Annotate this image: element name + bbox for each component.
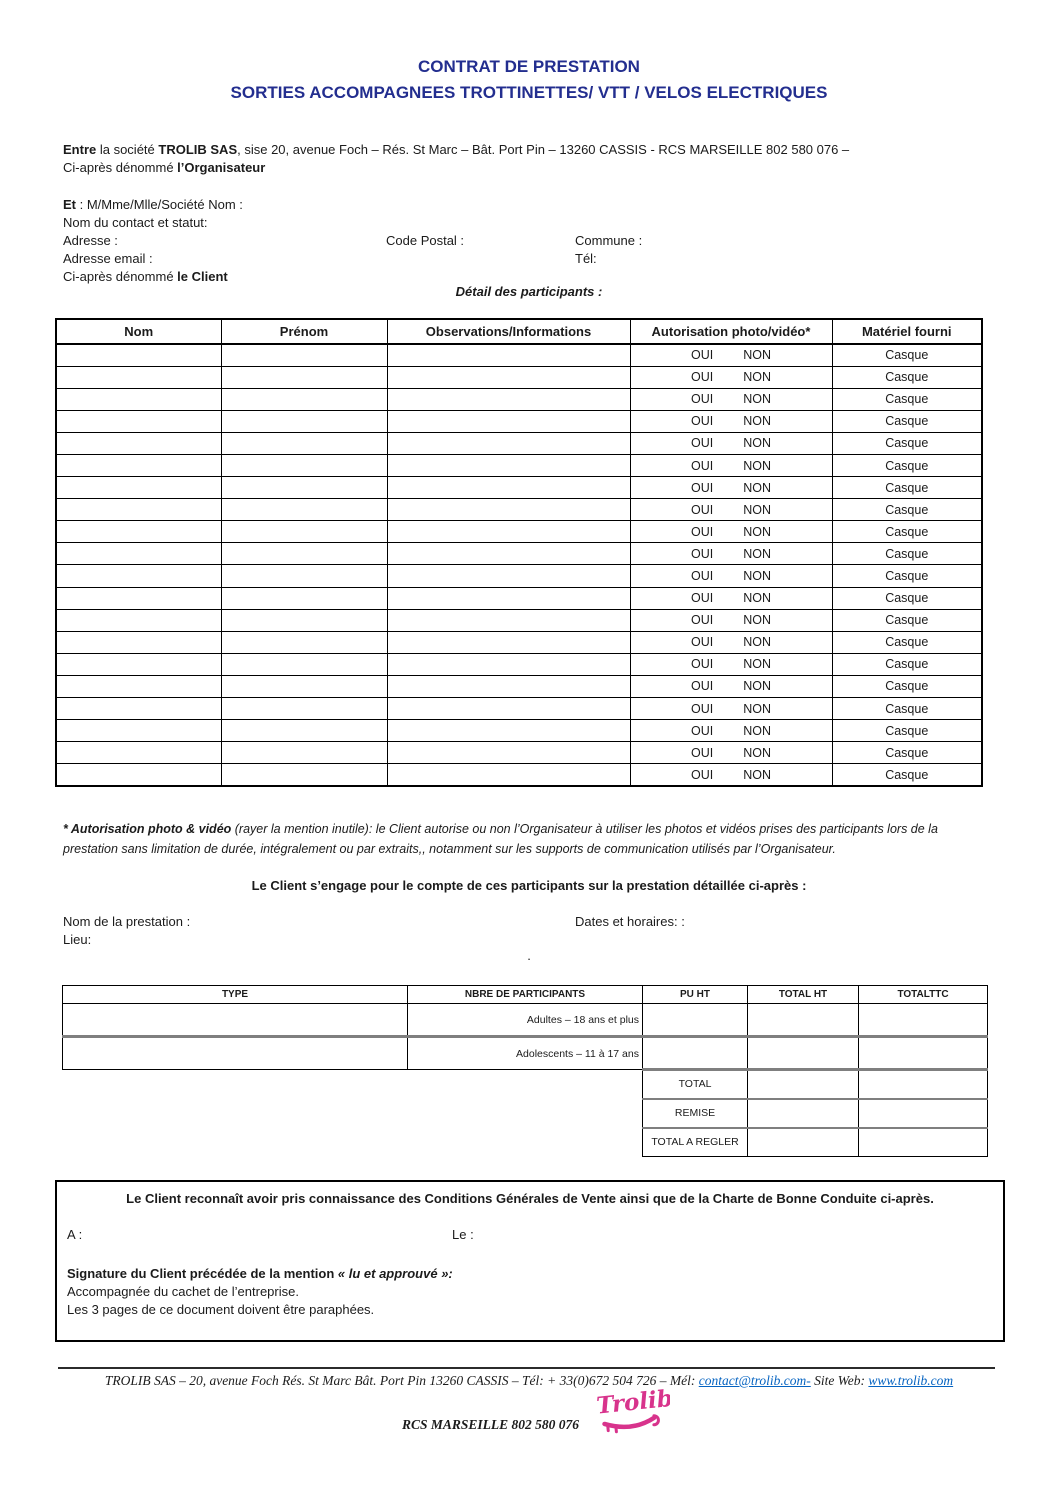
participant-nom-cell[interactable] xyxy=(56,653,221,675)
company-address: , sise 20, avenue Foch – Rés. St Marc – Bât. Port Pin – 13260 CASSIS - RCS MARSEILLE 802 580 076 – xyxy=(237,142,850,157)
email-link[interactable]: contact@trolib.com- xyxy=(698,1373,811,1388)
trolib-logo-graphic xyxy=(594,1382,670,1434)
autorisation-oui-option[interactable]: OUI xyxy=(690,613,714,628)
pricing-row-total-a-regler xyxy=(63,1128,988,1157)
website-link[interactable]: www.trolib.com xyxy=(868,1373,954,1388)
autorisation-oui-option[interactable]: OUI xyxy=(690,480,714,495)
denomination-text: Ci-après dénommé xyxy=(63,160,178,175)
participant-nom-cell[interactable] xyxy=(56,454,221,476)
remise-label: REMISE xyxy=(643,1099,748,1128)
field-row-societe xyxy=(63,196,995,214)
participant-materiel-cell xyxy=(832,477,982,499)
participant-autorisation-cell xyxy=(630,344,832,366)
participant-nom-cell[interactable] xyxy=(56,742,221,764)
participant-materiel-cell xyxy=(832,521,982,543)
participant-observations-cell[interactable] xyxy=(387,764,630,786)
participant-materiel-cell xyxy=(832,653,982,675)
intro-line-1 xyxy=(63,141,978,159)
autorisation-oui-option[interactable]: OUI xyxy=(690,745,714,760)
participant-observations-cell[interactable] xyxy=(387,720,630,742)
participant-prenom-cell[interactable] xyxy=(221,764,387,786)
field-row-contact xyxy=(63,214,995,232)
participant-prenom-cell[interactable] xyxy=(221,675,387,697)
participants-table xyxy=(55,318,983,787)
participant-nom-cell[interactable] xyxy=(56,543,221,565)
participant-materiel-cell xyxy=(832,432,982,454)
participant-nom-cell[interactable] xyxy=(56,587,221,609)
participant-autorisation-cell xyxy=(630,720,832,742)
participant-prenom-cell[interactable] xyxy=(221,742,387,764)
participant-materiel-cell xyxy=(832,366,982,388)
total-ttc-cell-adultes[interactable] xyxy=(859,1004,988,1037)
autorisation-oui-option[interactable]: OUI xyxy=(690,657,714,672)
autorisation-non-option[interactable]: NON xyxy=(743,348,771,363)
autorisation-non-option[interactable]: NON xyxy=(743,701,771,716)
autorisation-non-option[interactable]: NON xyxy=(743,458,771,473)
autorisation-non-option[interactable]: NON xyxy=(743,635,771,650)
materiel-value: Casque xyxy=(885,591,929,606)
participant-nom-cell[interactable] xyxy=(56,521,221,543)
trolib-logo xyxy=(594,1382,670,1434)
cachet-line: Accompagnée du cachet de l’entreprise. xyxy=(67,1284,299,1299)
participant-autorisation-cell xyxy=(630,587,832,609)
autorisation-non-option[interactable]: NON xyxy=(743,657,771,672)
participant-row xyxy=(56,653,982,675)
document-title xyxy=(0,54,1058,106)
commune-label: Commune : xyxy=(575,233,643,248)
participant-autorisation-cell xyxy=(630,675,832,697)
participant-row xyxy=(56,543,982,565)
participant-row xyxy=(56,410,982,432)
prestation-row-2 xyxy=(63,931,995,949)
participant-prenom-cell[interactable] xyxy=(221,720,387,742)
regler-ttc-value-cell[interactable] xyxy=(859,1128,988,1157)
rcs-registration-line: RCS MARSEILLE 802 580 076 xyxy=(402,1417,580,1432)
autorisation-non-option[interactable]: NON xyxy=(743,591,771,606)
autorisation-oui-option[interactable]: OUI xyxy=(690,370,714,385)
participant-autorisation-cell xyxy=(630,653,832,675)
participant-observations-cell[interactable] xyxy=(387,631,630,653)
signature-text: Signature du Client précédée de la mention xyxy=(67,1266,338,1281)
autorisation-non-option[interactable]: NON xyxy=(743,613,771,628)
trolib-logo-text: Trolib xyxy=(595,1384,670,1420)
photo-authorization-footnote xyxy=(63,820,978,859)
societe-text: la société xyxy=(96,142,159,157)
header-nom: Nom xyxy=(56,319,221,344)
participant-autorisation-cell xyxy=(630,543,832,565)
materiel-value: Casque xyxy=(885,723,929,738)
participant-nom-cell[interactable] xyxy=(56,344,221,366)
participant-prenom-cell[interactable] xyxy=(221,499,387,521)
participant-observations-cell[interactable] xyxy=(387,543,630,565)
materiel-value: Casque xyxy=(885,436,929,451)
field-row-email xyxy=(63,250,995,268)
participant-prenom-cell[interactable] xyxy=(221,344,387,366)
participant-materiel-cell xyxy=(832,454,982,476)
participant-prenom-cell[interactable] xyxy=(221,631,387,653)
autorisation-non-option[interactable]: NON xyxy=(743,436,771,451)
header-pu-ht: PU HT xyxy=(643,986,748,1004)
participant-materiel-cell xyxy=(832,499,982,521)
pricing-row-remise xyxy=(63,1099,988,1128)
participant-observations-cell[interactable] xyxy=(387,521,630,543)
autorisation-non-option[interactable]: NON xyxy=(743,502,771,517)
participant-autorisation-cell xyxy=(630,565,832,587)
materiel-value: Casque xyxy=(885,745,929,760)
contact-statut-label: Nom du contact et statut: xyxy=(63,215,208,230)
participant-row xyxy=(56,366,982,388)
header-autorisation: Autorisation photo/vidéo* xyxy=(630,319,832,344)
materiel-value: Casque xyxy=(885,370,929,385)
societe-nom-label: : M/Mme/Mlle/Société Nom : xyxy=(76,197,243,212)
autorisation-oui-option[interactable]: OUI xyxy=(690,546,714,561)
participant-observations-cell[interactable] xyxy=(387,454,630,476)
prestation-fields xyxy=(63,913,995,949)
header-observations: Observations/Informations xyxy=(387,319,630,344)
prestation-row-1 xyxy=(63,913,995,931)
participant-autorisation-cell xyxy=(630,410,832,432)
participant-prenom-cell[interactable] xyxy=(221,366,387,388)
footnote-body: (rayer la mention inutile): le Client autorise ou non l’Organisateur à utiliser les photos et vidéos prises des participants lors de la prestation sans limitation de durée, intégralement ou par extraits,, notamment sur les supports de communication utilisés par l’Organisateur. xyxy=(63,822,938,856)
materiel-value: Casque xyxy=(885,613,929,628)
autorisation-non-option[interactable]: NON xyxy=(743,524,771,539)
remise-ht-value-cell[interactable] xyxy=(748,1099,859,1128)
participant-nom-cell[interactable] xyxy=(56,720,221,742)
participant-row xyxy=(56,675,982,697)
participant-row xyxy=(56,477,982,499)
participant-row xyxy=(56,388,982,410)
adresse-label: Adresse : xyxy=(63,233,118,248)
total-label: TOTAL xyxy=(643,1070,748,1099)
materiel-value: Casque xyxy=(885,635,929,650)
tel-label: Tél: xyxy=(575,251,597,266)
participant-materiel-cell xyxy=(832,344,982,366)
header-prenom: Prénom xyxy=(221,319,387,344)
pages-line: Les 3 pages de ce document doivent être paraphées. xyxy=(67,1302,375,1317)
participant-prenom-cell[interactable] xyxy=(221,454,387,476)
participants-header-row xyxy=(56,319,982,344)
dates-horaires-label: Dates et horaires: : xyxy=(575,914,685,929)
total-ttc-value-cell[interactable] xyxy=(859,1070,988,1099)
participant-row xyxy=(56,454,982,476)
materiel-value: Casque xyxy=(885,546,929,561)
organisateur-label: l’Organisateur xyxy=(177,160,266,175)
participant-prenom-cell[interactable] xyxy=(221,565,387,587)
participant-observations-cell[interactable] xyxy=(387,477,630,499)
acknowledgement-box xyxy=(55,1180,1005,1342)
footer-address-text: TROLIB SAS – 20, avenue Foch Rés. St Marc Bât. Port Pin 13260 CASSIS – Tél: + 33(0)672 504 726 – Mél: xyxy=(104,1373,699,1388)
participant-row xyxy=(56,432,982,454)
field-row-adresse xyxy=(63,232,995,250)
lieu-label: Lieu: xyxy=(63,932,92,947)
materiel-value: Casque xyxy=(885,502,929,517)
participant-row xyxy=(56,344,982,366)
participant-observations-cell[interactable] xyxy=(387,410,630,432)
participant-materiel-cell xyxy=(832,742,982,764)
autorisation-non-option[interactable]: NON xyxy=(743,568,771,583)
materiel-value: Casque xyxy=(885,458,929,473)
materiel-value: Casque xyxy=(885,348,929,363)
pu-ht-cell-adultes[interactable] xyxy=(643,1004,748,1037)
participant-observations-cell[interactable] xyxy=(387,675,630,697)
participant-row xyxy=(56,565,982,587)
autorisation-non-option[interactable]: NON xyxy=(743,723,771,738)
autorisation-non-option[interactable]: NON xyxy=(743,745,771,760)
autorisation-oui-option[interactable]: OUI xyxy=(690,701,714,716)
participant-nom-cell[interactable] xyxy=(56,764,221,786)
participant-row xyxy=(56,720,982,742)
participant-autorisation-cell xyxy=(630,499,832,521)
participant-observations-cell[interactable] xyxy=(387,388,630,410)
participant-autorisation-cell xyxy=(630,454,832,476)
participant-materiel-cell xyxy=(832,698,982,720)
participant-row xyxy=(56,631,982,653)
participant-autorisation-cell xyxy=(630,631,832,653)
total-ht-cell-adolescents[interactable] xyxy=(748,1037,859,1070)
participant-materiel-cell xyxy=(832,631,982,653)
participant-observations-cell[interactable] xyxy=(387,653,630,675)
participant-observations-cell[interactable] xyxy=(387,565,630,587)
materiel-value: Casque xyxy=(885,414,929,429)
participant-row xyxy=(56,587,982,609)
autorisation-non-option[interactable]: NON xyxy=(743,767,771,782)
participant-row xyxy=(56,698,982,720)
autorisation-oui-option[interactable]: OUI xyxy=(690,568,714,583)
participant-prenom-cell[interactable] xyxy=(221,653,387,675)
participant-nom-cell[interactable] xyxy=(56,366,221,388)
autorisation-non-option[interactable]: NON xyxy=(743,392,771,407)
header-nbre-participants: NBRE DE PARTICIPANTS xyxy=(408,986,643,1004)
participant-observations-cell[interactable] xyxy=(387,698,630,720)
participant-prenom-cell[interactable] xyxy=(221,432,387,454)
autorisation-oui-option[interactable]: OUI xyxy=(690,458,714,473)
participant-nom-cell[interactable] xyxy=(56,609,221,631)
participant-nom-cell[interactable] xyxy=(56,565,221,587)
autorisation-oui-option[interactable]: OUI xyxy=(690,723,714,738)
autorisation-oui-option[interactable]: OUI xyxy=(690,591,714,606)
participant-nom-cell[interactable] xyxy=(56,631,221,653)
autorisation-non-option[interactable]: NON xyxy=(743,679,771,694)
autorisation-oui-option[interactable]: OUI xyxy=(690,436,714,451)
participant-observations-cell[interactable] xyxy=(387,499,630,521)
participant-materiel-cell xyxy=(832,565,982,587)
client-fields xyxy=(63,196,995,286)
total-ht-value-cell[interactable] xyxy=(748,1070,859,1099)
nbre-cell-adolescents[interactable]: Adolescents – 11 à 17 ans xyxy=(408,1037,643,1070)
pricing-row-adolescents xyxy=(63,1037,988,1070)
title-line-1: CONTRAT DE PRESTATION xyxy=(418,57,640,76)
footer-divider xyxy=(58,1367,995,1369)
participant-row xyxy=(56,521,982,543)
autorisation-oui-option[interactable]: OUI xyxy=(690,635,714,650)
participant-row xyxy=(56,499,982,521)
participant-autorisation-cell xyxy=(630,366,832,388)
pricing-row-total xyxy=(63,1070,988,1099)
materiel-value: Casque xyxy=(885,767,929,782)
participant-prenom-cell[interactable] xyxy=(221,388,387,410)
remise-ttc-value-cell[interactable] xyxy=(859,1099,988,1128)
autorisation-oui-option[interactable]: OUI xyxy=(690,414,714,429)
nbre-cell-adultes[interactable]: Adultes – 18 ans et plus xyxy=(408,1004,643,1037)
autorisation-non-option[interactable]: NON xyxy=(743,414,771,429)
total-ttc-cell-adolescents[interactable] xyxy=(859,1037,988,1070)
autorisation-non-option[interactable]: NON xyxy=(743,480,771,495)
type-cell-adolescents[interactable] xyxy=(63,1037,408,1070)
autorisation-oui-option[interactable]: OUI xyxy=(690,348,714,363)
participant-autorisation-cell xyxy=(630,521,832,543)
detail-participants-heading: Détail des participants : xyxy=(455,284,603,299)
header-materiel: Matériel fourni xyxy=(832,319,982,344)
separator-dot: . xyxy=(527,948,531,963)
participant-autorisation-cell xyxy=(630,742,832,764)
participant-prenom-cell[interactable] xyxy=(221,477,387,499)
signature-instructions xyxy=(67,1265,993,1319)
materiel-value: Casque xyxy=(885,701,929,716)
acknowledgement-title: Le Client reconnaît avoir pris connaissance des Conditions Générales de Vente ainsi que de la Charte de Bonne Conduite ci-après. xyxy=(126,1191,934,1206)
signature-mention: « lu et approuvé »: xyxy=(337,1266,453,1281)
participant-materiel-cell xyxy=(832,609,982,631)
engagement-statement: Le Client s’engage pour le compte de ces participants sur la prestation détaillée ci-après : xyxy=(251,878,807,893)
autorisation-oui-option[interactable]: OUI xyxy=(690,679,714,694)
intro-paragraph xyxy=(63,141,978,177)
participant-observations-cell[interactable] xyxy=(387,432,630,454)
company-name: TROLIB SAS xyxy=(158,142,238,157)
pricing-header-row xyxy=(63,986,988,1004)
pu-ht-cell-adolescents[interactable] xyxy=(643,1037,748,1070)
header-total-ht: TOTAL HT xyxy=(748,986,859,1004)
participant-observations-cell[interactable] xyxy=(387,742,630,764)
participant-observations-cell[interactable] xyxy=(387,587,630,609)
materiel-value: Casque xyxy=(885,524,929,539)
client-denomination-text: Ci-après dénommé xyxy=(63,269,178,284)
logo-underline-swoosh xyxy=(604,1418,654,1429)
autorisation-oui-option[interactable]: OUI xyxy=(690,767,714,782)
autorisation-oui-option[interactable]: OUI xyxy=(690,524,714,539)
header-total-ttc: TOTALTTC xyxy=(859,986,988,1004)
participant-materiel-cell xyxy=(832,764,982,786)
participant-observations-cell[interactable] xyxy=(387,344,630,366)
client-label: le Client xyxy=(177,269,228,284)
participant-prenom-cell[interactable] xyxy=(221,543,387,565)
participant-nom-cell[interactable] xyxy=(56,675,221,697)
participant-materiel-cell xyxy=(832,675,982,697)
regler-ht-value-cell[interactable] xyxy=(748,1128,859,1157)
participant-autorisation-cell xyxy=(630,764,832,786)
title-line-2: SORTIES ACCOMPAGNEES TROTTINETTES/ VTT / VELOS ELECTRIQUES xyxy=(230,83,828,102)
participant-autorisation-cell xyxy=(630,609,832,631)
et-label: Et xyxy=(63,197,76,212)
materiel-value: Casque xyxy=(885,480,929,495)
place-label: A : xyxy=(67,1227,83,1242)
participant-prenom-cell[interactable] xyxy=(221,609,387,631)
participant-materiel-cell xyxy=(832,720,982,742)
autorisation-oui-option[interactable]: OUI xyxy=(690,502,714,517)
total-ht-cell-adultes[interactable] xyxy=(748,1004,859,1037)
place-date-row xyxy=(67,1227,993,1245)
footnote-lead: * Autorisation photo & vidéo xyxy=(63,822,235,836)
participants-table-body xyxy=(56,344,982,786)
participant-materiel-cell xyxy=(832,543,982,565)
participant-prenom-cell[interactable] xyxy=(221,410,387,432)
materiel-value: Casque xyxy=(885,568,929,583)
intro-line-2 xyxy=(63,159,978,177)
participant-materiel-cell xyxy=(832,388,982,410)
participant-materiel-cell xyxy=(832,410,982,432)
signature-line xyxy=(67,1265,993,1283)
email-label: Adresse email : xyxy=(63,251,153,266)
participant-autorisation-cell xyxy=(630,432,832,454)
participant-observations-cell[interactable] xyxy=(387,609,630,631)
materiel-value: Casque xyxy=(885,392,929,407)
autorisation-non-option[interactable]: NON xyxy=(743,370,771,385)
participant-prenom-cell[interactable] xyxy=(221,587,387,609)
participant-nom-cell[interactable] xyxy=(56,499,221,521)
empty-cell xyxy=(63,1128,643,1157)
participant-observations-cell[interactable] xyxy=(387,366,630,388)
participant-nom-cell[interactable] xyxy=(56,432,221,454)
entre-label: Entre xyxy=(63,142,97,157)
materiel-value: Casque xyxy=(885,679,929,694)
autorisation-oui-option[interactable]: OUI xyxy=(690,392,714,407)
participant-prenom-cell[interactable] xyxy=(221,698,387,720)
participant-autorisation-cell xyxy=(630,698,832,720)
participant-nom-cell[interactable] xyxy=(56,477,221,499)
footer-site-web-text: Site Web: xyxy=(810,1373,869,1388)
autorisation-non-option[interactable]: NON xyxy=(743,546,771,561)
type-cell-adultes[interactable] xyxy=(63,1004,408,1037)
prestation-nom-label: Nom de la prestation : xyxy=(63,914,191,929)
pricing-table xyxy=(62,985,988,1157)
participant-row xyxy=(56,764,982,786)
participant-nom-cell[interactable] xyxy=(56,698,221,720)
date-label: Le : xyxy=(452,1227,474,1242)
pricing-row-adultes xyxy=(63,1004,988,1037)
materiel-value: Casque xyxy=(885,657,929,672)
footer-contact-line xyxy=(0,1373,1058,1389)
code-postal-label: Code Postal : xyxy=(386,233,465,248)
participant-row xyxy=(56,609,982,631)
participant-row xyxy=(56,742,982,764)
participant-autorisation-cell xyxy=(630,388,832,410)
header-type: TYPE xyxy=(63,986,408,1004)
participant-nom-cell[interactable] xyxy=(56,388,221,410)
empty-cell xyxy=(63,1099,643,1128)
total-a-regler-label: TOTAL A REGLER xyxy=(643,1128,748,1157)
empty-cell xyxy=(63,1070,643,1099)
participant-materiel-cell xyxy=(832,587,982,609)
participant-nom-cell[interactable] xyxy=(56,410,221,432)
participant-prenom-cell[interactable] xyxy=(221,521,387,543)
participant-autorisation-cell xyxy=(630,477,832,499)
